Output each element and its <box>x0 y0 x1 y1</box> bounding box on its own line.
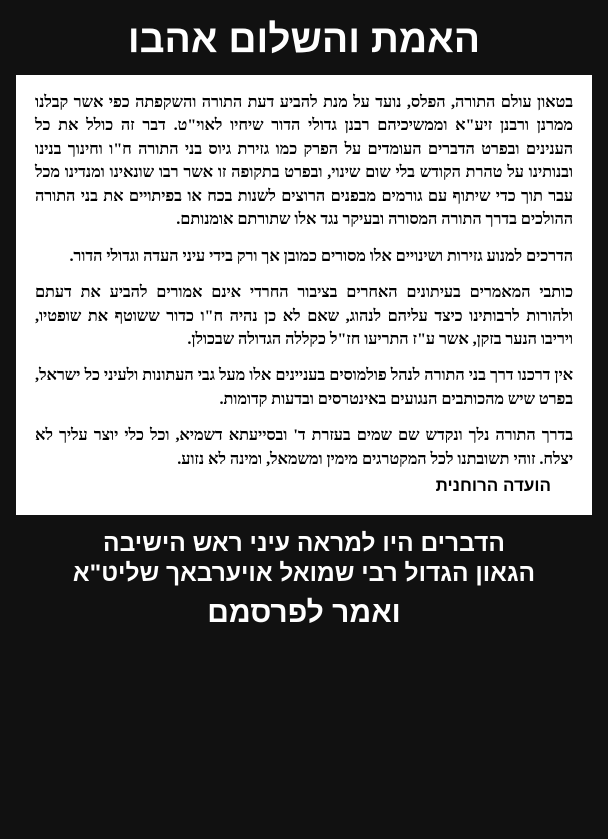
footer-line-1: הדברים היו למראה עיני ראש הישיבה <box>103 530 505 558</box>
signature: הועדה הרוחנית <box>435 476 551 496</box>
footer-endorsement <box>16 529 592 632</box>
page-title: האמת והשלום אהבו <box>127 18 481 61</box>
paragraph: אין דרכנו דרך בני התורה לנהל פולמוסים בעניינים אלו מעל גבי העתונות ולעיני כל ישראל, בפרט שיש מהכותבים הנגועים באינטרסים ובדעות קדומות. <box>35 365 573 408</box>
paragraph: בטאון עולם התורה, הפלס, נועד על מנת להביע דעת התורה והשקפתה כפי אשר קבלנו ממרנן ורבנן זיע"א וממשיכיהם רבנן גדולי הדור שיחיו לאוי"ט. דבר זה כולל את כל הענינים ובפרט הדברים העומדים על הפרק כמו גזירת גיוס בני התורה ח"ו וחינוך בנינו ובנותינו על טהרת הקודש בלי שום שינוי, ובפרט בתקופה זו אשר רבו שונאינו ומנדינו מכל עבר תוך כדי שיתוף עם גורמים מבפנים הרוצים לשנות בכח או בפיתויים את בני התורה ההולכים בדרך התורה המסורה ובעיקר נגד אלו שתורתם אומנותם. <box>35 91 573 229</box>
footer-line-2: הגאון הגדול רבי שמואל אויערבאך שליט"א <box>72 560 536 588</box>
paragraph: כותבי המאמרים בעיתונים האחרים בציבור החרדי אינם אמורים להביע את דעתם ולהורות לרבותינו כיצד עליהם לנהוג, שאם לא כן נהיה ח"ו כדור ששוטף את שופטיו, ויריבו הנער בזקן, אשר ע"ז התריעו חז"ל כקללה הגדולה שבכולן. <box>35 282 573 349</box>
paragraph: בדרך התורה נלך ונקדש שם שמים בעזרת ד' ובסייעתא דשמיא, וכל כלי יוצר עליך לא יצלח. זוהי תשובתנו לכל המקטרגים מימין ומשמאל, ומינה לא נזוע. <box>35 425 573 468</box>
paragraph: הדרכים למנוע גזירות ושינויים אלו מסורים כמובן אך ורק בידי עיני העדה וגדולי הדור. <box>69 245 573 265</box>
statement-panel <box>16 75 592 515</box>
footer-line-3: ואמר לפרסמם <box>207 596 401 630</box>
